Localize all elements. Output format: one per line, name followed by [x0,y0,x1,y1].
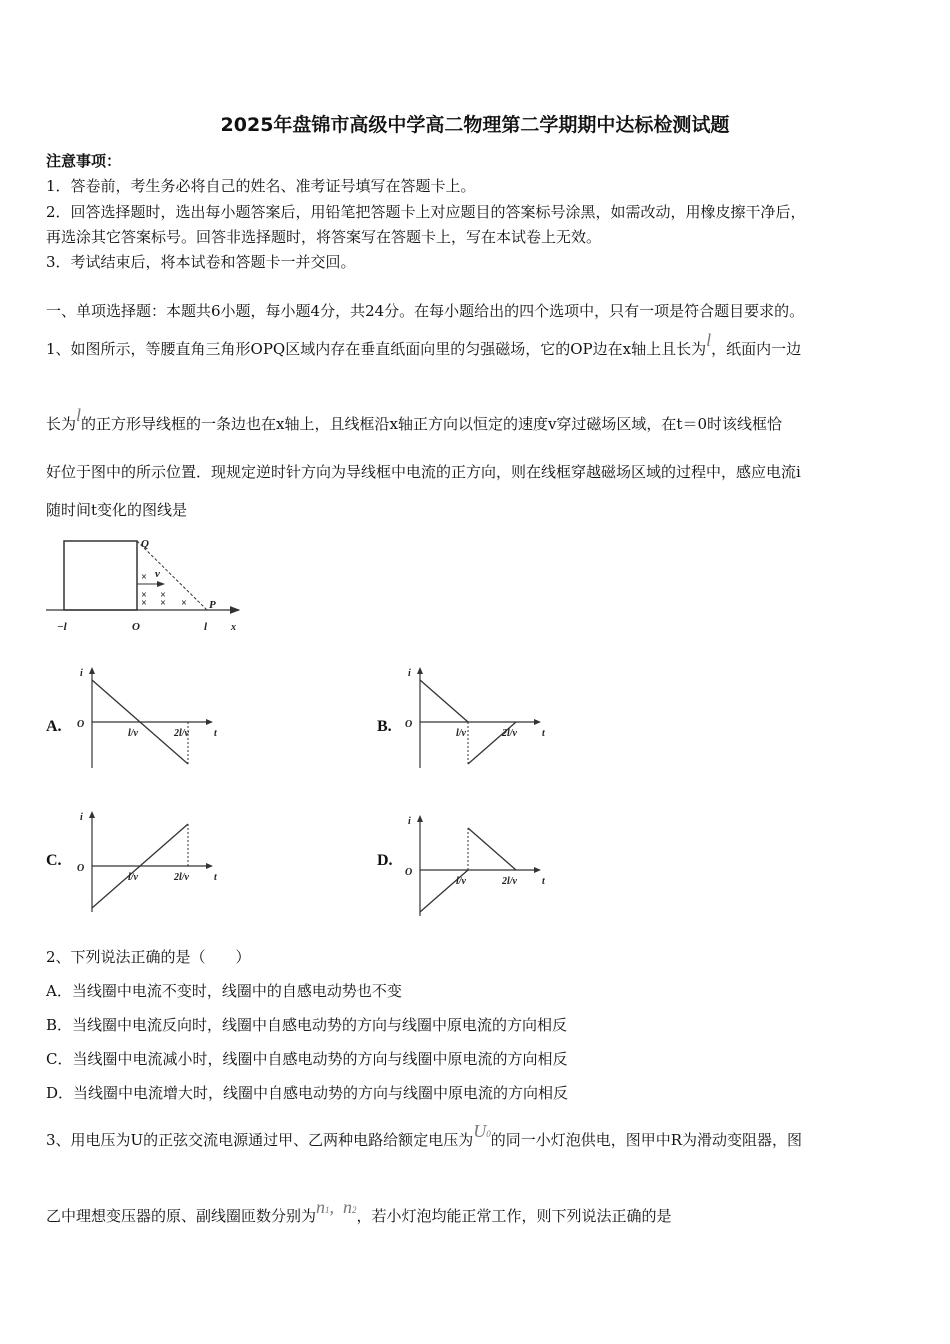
label-i: i [80,812,83,823]
q2-stem: 2、下列说法正确的是（ ） [46,948,251,966]
i-axis-arrow [89,811,95,818]
hypotenuse-QP [137,541,207,610]
text: ，若小灯泡均能正常工作，则下列说法正确的是 [356,1207,672,1225]
label-t: t [542,876,545,887]
label-t: t [214,728,217,739]
q2-option-C[interactable]: C．当线圈中电流减小时，线圈中自感电动势的方向与线圈中原电流的方向相反 [46,1050,568,1068]
label-O: O [132,621,140,633]
current-line [468,828,516,870]
subscript: 0 [486,1129,491,1139]
label-O: O [77,863,85,874]
i-axis-arrow [89,667,95,674]
symbol-l: l [706,330,712,350]
current-line [420,680,468,722]
symbol-n: n [343,1197,353,1217]
label-t: t [214,872,217,883]
label-P: P [209,599,216,611]
option-A-graph[interactable] [72,664,222,774]
text: 长为 [46,415,77,433]
label-t2: 2l/v [502,876,517,887]
label-O: O [77,719,85,730]
q2-option-A[interactable]: A．当线圈中电流不变时，线圈中的自感电动势也不变 [46,982,402,1000]
q1-stem-line [46,330,802,359]
label-t1: l/v [456,728,466,739]
t-axis-arrow [534,867,541,873]
option-A-label[interactable]: A. [46,718,62,735]
label-O: O [405,719,413,730]
subscript: 1 [325,1205,330,1215]
svg-text:×: × [141,590,147,601]
svg-text:×: × [160,590,166,601]
option-B-graph[interactable] [400,664,550,774]
svg-text:×: × [141,572,147,583]
svg-text:×: × [160,598,166,609]
text: 的同一小灯泡供电，图甲中R为滑动变阻器，图 [490,1131,802,1149]
notice-item: 3．考试结束后，将本试卷和答题卡一并交回。 [46,253,356,271]
text: 乙中理想变压器的原、副线圈匝数分别为 [46,1207,317,1225]
text: 的正方形导线框的一条边也在x轴上，且线框沿x轴正方向以恒定的速度v穿过磁场区域，在t＝0时该线框恰 [81,415,783,433]
symbol-l: l [76,405,82,425]
label-t1: l/v [128,728,138,739]
q2-option-D[interactable]: D．当线圈中电流增大时，线圈中自感电动势的方向与线圈中原电流的方向相反 [46,1084,569,1102]
q1-stem-line [46,405,783,434]
q3-stem-line [46,1197,672,1228]
svg-text:×: × [141,598,147,609]
option-C-graph[interactable] [72,808,222,923]
label-t1: l/v [128,872,138,883]
text: ，纸面内一边 [711,340,802,358]
label-i: i [408,668,411,679]
notice-heading: 注意事项： [46,152,122,170]
i-axis-arrow [417,815,423,822]
svg-text:×: × [181,598,187,609]
notice-item: 1．答卷前，考生务必将自己的姓名、准考证号填写在答题卡上。 [46,177,476,195]
q1-stem-line: 随时间t变化的图线是 [46,501,188,519]
label-t: t [542,728,545,739]
label-t2: 2l/v [174,728,189,739]
t-axis-arrow [206,863,213,869]
label-t2: 2l/v [502,728,517,739]
label-O: O [405,867,413,878]
square-loop [64,541,137,610]
symbol-n: n [316,1197,326,1217]
label-i: i [408,816,411,827]
label-t1: l/v [456,876,466,887]
option-D-label[interactable]: D. [377,852,393,869]
notice-item: 2．回答选择题时，选出每小题答案后，用铅笔把答题卡上对应题目的答案标号涂黑，如需改动，用橡皮擦干净后， [46,203,806,221]
q1-figure [44,530,244,640]
q1-stem-line: 好位于图中的所示位置．现规定逆时针方向为导线框中电流的正方向，则在线框穿越磁场区域的过程中，感应电流i [46,463,801,481]
label-v: v [155,568,160,580]
t-axis-arrow [206,719,213,725]
label-Q: Q [141,538,149,550]
text: 1、如图所示，等腰直角三角形OPQ区域内存在垂直纸面向里的匀强磁场，它的OP边在x轴上且长为 [46,340,707,358]
field-marks [141,572,187,609]
q2-option-B[interactable]: B．当线圈中电流反向时，线圈中自感电动势的方向与线圈中原电流的方向相反 [46,1016,568,1034]
text: 3、用电压为U的正弦交流电源通过甲、乙两种电路给额定电压为 [46,1131,474,1149]
section-heading: 一、单项选择题：本题共6小题，每小题4分，共24分。在每小题给出的四个选项中，只有一项是符合题目要求的。 [46,302,805,320]
option-C-label[interactable]: C. [46,852,62,869]
notice-item: 再选涂其它答案标号。回答非选择题时，将答案写在答题卡上，写在本试卷上无效。 [46,228,602,246]
symbol-U: U [473,1121,487,1141]
i-axis-arrow [417,667,423,674]
subscript: 2 [352,1205,357,1215]
page-title: 2025年盘锦市高级中学高二物理第二学期期中达标检测试题 [220,114,730,136]
option-B-label[interactable]: B. [377,718,392,735]
label-t2: 2l/v [174,872,189,883]
label-l: l [204,621,208,633]
t-axis-arrow [534,719,541,725]
symbol-U0 [473,1121,491,1141]
label-neg-l: −l [57,621,67,633]
label-x: x [231,622,236,633]
q3-stem-line [46,1121,802,1152]
option-D-graph[interactable] [400,812,550,922]
label-i: i [80,668,83,679]
symbol-n1: n1, n2 [316,1197,357,1217]
